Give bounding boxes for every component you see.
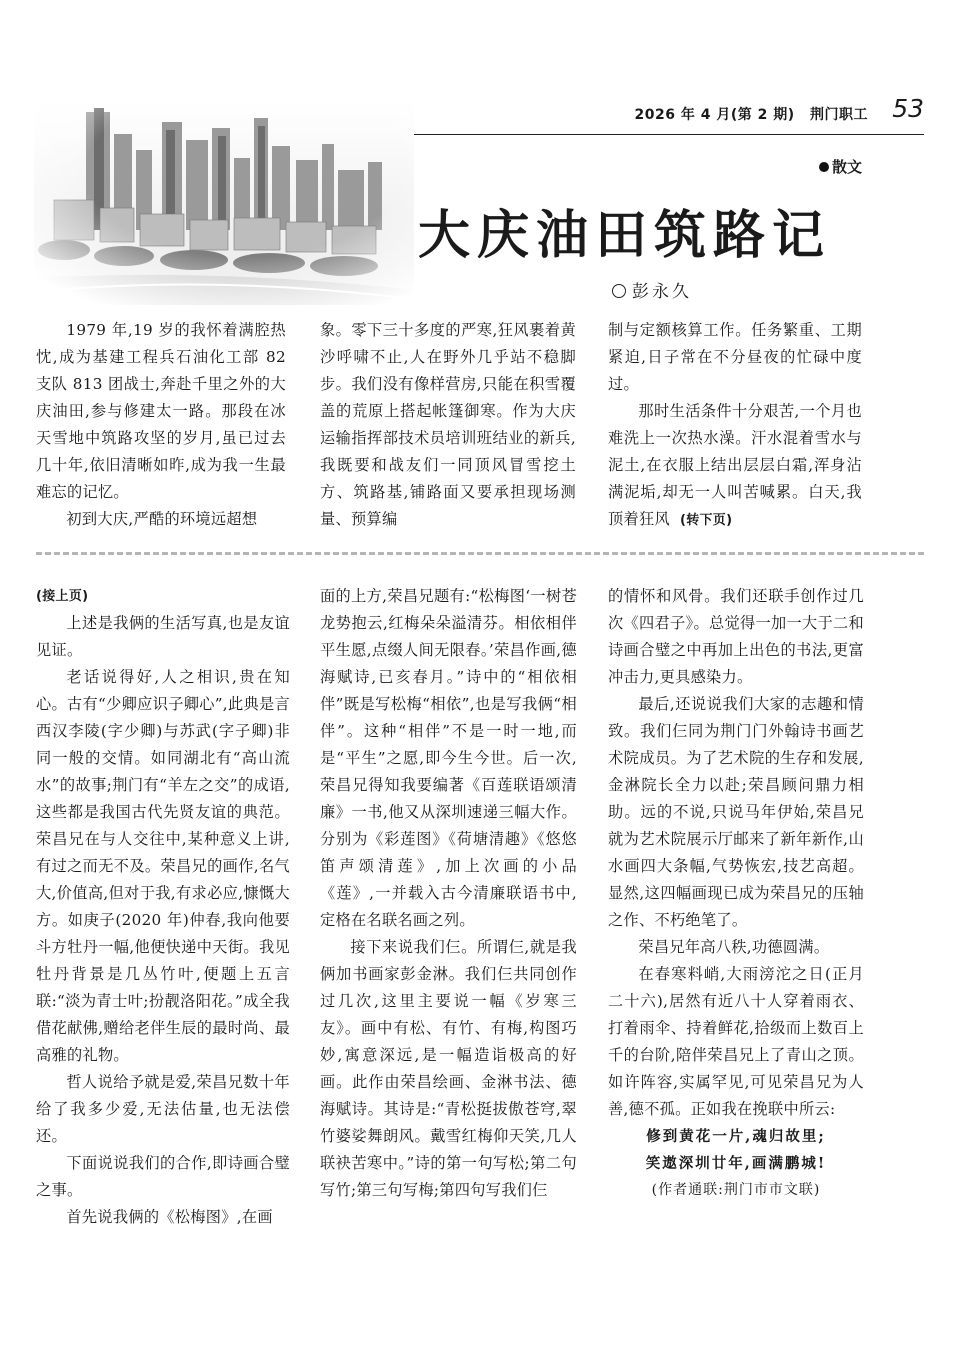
header-meta bbox=[625, 104, 869, 124]
paragraph: 老话说得好,人之相识,贵在知心。古有“少卿应识子卿心”,此典是言西汉李陵(字少卿)与苏武(字子卿)非同一般的交情。如同湖北有“高山流水”的故事;荆门有“羊左之交”的成语,这些都是我国古代先贤友谊的典范。荣昌兄在与人交往中,某种意义上讲,有过之而无不及。荣昌兄的画作,名气大,价值高,但对于我,有求必应,慷慨大方。如庚子(2020 年)仲春,我向他要斗方牡丹一幅,他便快递中天街。我见牡丹背景是几丛竹叶,便题上五言联:“淡为青士叶;扮靓洛阳花。”成全我借花献佛,赠给老伴生辰的最时尚、最高雅的礼物。 bbox=[36, 668, 290, 1064]
paragraph: 接下来说我们仨。所谓仨,就是我俩加书画家彭金淋。我们仨共同创作过几次,这里主要说一幅《岁寒三友》。画中有松、有竹、有梅,构图巧妙,寓意深远,是一幅造诣极高的好画。此作由荣昌绘画、金淋书法、德海赋诗。其诗是:“青松挺拔傲苍穹,翠竹婆娑舞朗风。戴雪红梅仰天笑,几人联袂苦寒中。”诗的第一句写松;第二句写竹;第三句写梅;第四句写我们仨 bbox=[320, 938, 577, 1199]
paragraph: 在春寒料峭,大雨滂沱之日(正月二十六),居然有近八十人穿着雨衣、打着雨伞、持着鲜花,拾级而上数百上千的台阶,陪伴荣昌兄上了青山之顶。如许阵容,实属罕见,可见荣昌兄为人善,德不孤。正如我在挽联中所云: bbox=[608, 965, 864, 1118]
paragraph: 面的上方,荣昌兄题有:“松梅图‘一树苍龙势抱云,红梅朵朵溢清芬。相依相伴平生愿,点缀人间无限春。’荣昌作画,德海赋诗,已亥春月。”诗中的“相依相伴”既是写松梅“相依”,也是写我俩“相伴”。这种“相伴”不是一时一地,而是“平生”之愿,即今生今世。后一次,荣昌兄得知我要编著《百莲联语颂清廉》一书,他又从深圳速递三幅大作。分别为《彩莲图》《荷塘清趣》《悠悠笛声颂清莲》,加上次画的小品《莲》,一并载入古今清廉联语书中,定格在名联名画之列。 bbox=[320, 587, 577, 929]
article-author bbox=[612, 277, 692, 302]
paragraph: 荣昌兄年高八秩,功德圆满。 bbox=[638, 938, 830, 956]
paragraph: 上述是我俩的生活写真,也是友谊见证。 bbox=[36, 614, 290, 659]
author-name: 彭永久 bbox=[632, 282, 692, 302]
article-column-1 bbox=[36, 317, 286, 533]
paragraph: 哲人说给予就是爱,荣昌兄数十年给了我多少爱,无法估量,也无法偿还。 bbox=[36, 1073, 290, 1145]
author-contact-note: (作者通联:荆门市市文联) bbox=[651, 1182, 821, 1198]
couplet-line: 笑遨深圳廿年,画满鹏城! bbox=[645, 1155, 827, 1172]
couplet-line: 修到黄花一片,魂归故里; bbox=[646, 1128, 826, 1145]
page-number: 53 bbox=[892, 94, 924, 123]
article-column-2 bbox=[320, 317, 576, 533]
paragraph: 初到大庆,严酷的环境远超想 bbox=[66, 510, 258, 528]
section-tag bbox=[819, 156, 862, 177]
continued-from-note: (接上页) bbox=[36, 589, 89, 604]
paragraph: 1979 年,19 岁的我怀着满腔热忱,成为基建工程兵石油化工部 82 支队 813 团战士,奔赴千里之外的大庆油田,参与修建太一路。那段在冰天雪地中筑路攻坚的岁月,虽已过去几十年,依旧清晰如昨,成为我一生最难忘的记忆。 bbox=[36, 321, 286, 501]
publication-name: 荆门职工 bbox=[810, 107, 868, 123]
article-column-4 bbox=[36, 583, 290, 1231]
section-label: 散文 bbox=[831, 158, 862, 176]
circle-icon bbox=[612, 284, 626, 298]
city-skyline-illustration bbox=[34, 100, 414, 305]
section-divider bbox=[36, 552, 924, 555]
paragraph: 象。零下三十多度的严寒,狂风裹着黄沙呼啸不止,人在野外几乎站不稳脚步。我们没有像样营房,只能在积雪覆盖的荒原上搭起帐篷御寒。作为大庆运输指挥部技术员培训班结业的新兵,我既要和战友们一同顶风冒雪挖土方、筑路基,铺路面又要承担现场测量、预算编 bbox=[320, 321, 576, 528]
paragraph: 下面说说我们的合作,即诗画合璧之事。 bbox=[36, 1154, 290, 1199]
paragraph: 首先说我俩的《松梅图》,在画 bbox=[66, 1208, 273, 1226]
article-column-6 bbox=[608, 583, 864, 1204]
article-title: 大庆油田筑路记 bbox=[418, 205, 832, 266]
paragraph-text: 那时生活条件十分艰苦,一个月也难洗上一次热水澡。汗水混着雪水与泥土,在衣服上结出层层白霜,浑身沾满泥垢,却无一人叫苦喊累。白天,我顶着狂风 bbox=[608, 402, 862, 528]
article-column-3 bbox=[608, 317, 862, 534]
paragraph: 的情怀和风骨。我们还联手创作过几次《四君子》。总觉得一加一大于二和诗画合璧之中再加上出色的书法,更富冲击力,更具感染力。 bbox=[608, 587, 864, 686]
paragraph bbox=[608, 398, 862, 534]
paragraph: 最后,还说说我们大家的志趣和情致。我们仨同为荆门门外翰诗书画艺术院成员。为了艺术院的生存和发展,金淋院长全力以赴;荣昌顾问鼎力相助。远的不说,只说马年伊始,荣昌兄就为艺术院展示厅邮来了新年新作,山水画四大条幅,气势恢宏,技艺高超。显然,这四幅画现已成为荣昌兄的压轴之作、不朽绝笔了。 bbox=[608, 695, 864, 929]
paragraph: 制与定额核算工作。任务繁重、工期紧迫,日子常在不分昼夜的忙碌中度过。 bbox=[608, 321, 862, 393]
bullet-icon bbox=[819, 162, 829, 172]
issue-date: 2026 年 4 月(第 2 期) bbox=[634, 107, 795, 123]
continued-note: (转下页) bbox=[679, 513, 733, 528]
article-column-5 bbox=[320, 583, 577, 1204]
